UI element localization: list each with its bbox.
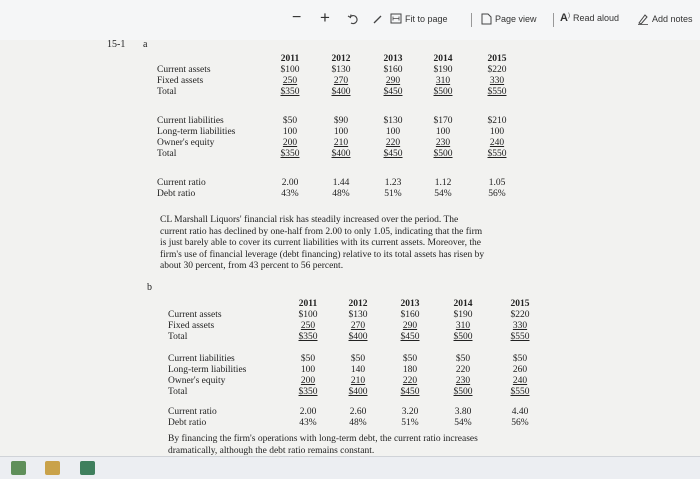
table-cell: 2.00 [281,178,299,188]
row-label: Total [157,149,177,159]
table-cell: $160 [383,65,403,75]
table-cell: 220 [455,365,471,375]
year-header: 2011 [298,299,318,309]
table-cell: $450 [383,87,403,97]
read-aloud-wave-icon: ) [567,12,570,19]
page-view-label: Page view [495,14,537,24]
part-b-label: b [147,282,152,293]
table-cell: 43% [299,418,317,428]
table-cell: $220 [510,310,530,320]
table-cell: 260 [512,365,528,375]
table-cell: 220 [402,376,418,386]
table-cell: 200 [282,138,298,148]
table-cell: 4.40 [511,407,529,417]
table-cell: $400 [348,387,368,397]
table-cell: 270 [333,76,349,86]
table-cell: 330 [489,76,505,86]
table-cell: 3.20 [401,407,419,417]
table-cell: $350 [280,149,300,159]
table-cell: 210 [350,376,366,386]
app-icon[interactable] [80,461,95,475]
year-header: 2015 [510,299,530,309]
read-aloud-button[interactable] [560,12,619,24]
table-cell: 56% [488,189,506,199]
table-cell: $450 [383,149,403,159]
table-cell: 230 [435,138,451,148]
table-cell: 2.60 [349,407,367,417]
explanation-text-line: By financing the firm's operations with long-term debt, the current ratio increases [168,434,478,444]
table-cell: $500 [433,149,453,159]
zoom-out-icon: − [292,9,302,26]
folder-icon[interactable] [45,461,60,475]
table-cell: $190 [453,310,473,320]
table-cell: $550 [510,387,530,397]
year-header: 2013 [400,299,420,309]
explanation-text-line: current ratio has declined by one-half from 2.00 to only 1.05, indicating that the firm [160,226,483,237]
table-cell: 310 [455,321,471,331]
table-cell: $500 [453,332,473,342]
table-cell: 210 [333,138,349,148]
read-aloud-label: Read aloud [572,13,619,23]
table-cell: $350 [280,87,300,97]
row-label: Current ratio [168,407,217,417]
table-cell: 51% [401,418,419,428]
table-cell: 250 [300,321,316,331]
table-cell: $550 [487,87,507,97]
toolbar [0,0,700,40]
table-cell: 48% [332,189,350,199]
explanation-text-line: CL Marshall Liquors' financial risk has steadily increased over the period. The [160,215,459,225]
table-cell: 100 [333,127,349,137]
table-cell: 330 [512,321,528,331]
table-cell: $160 [400,310,420,320]
table-cell: 270 [350,321,366,331]
fit-to-page-label: Fit to page [405,13,448,24]
row-label: Current assets [168,310,222,320]
year-header: 2012 [331,54,351,64]
table-cell: 2.00 [299,407,317,417]
table-cell: 1.44 [332,178,350,188]
add-notes-button[interactable] [637,13,693,25]
table-cell: $130 [383,116,403,126]
row-label: Owner's equity [168,376,226,386]
row-label: Current liabilities [168,354,235,364]
page-view-icon [481,13,492,25]
row-label: Current assets [157,65,211,75]
row-label: Long-term liabilities [157,127,236,137]
year-header: 2015 [487,54,507,64]
read-aloud-icon: A [560,12,568,24]
table-cell: $450 [400,387,420,397]
draw-icon [372,13,384,25]
table-cell: $50 [512,354,528,364]
table-cell: $550 [510,332,530,342]
row-label: Debt ratio [168,418,207,428]
table-cell: $100 [298,310,318,320]
zoom-out-button[interactable] [292,9,301,27]
table-cell: $500 [433,87,453,97]
table-cell: $210 [487,116,507,126]
table-cell: $100 [280,65,300,75]
table-cell: 54% [434,189,452,199]
explanation-text-line: firm's use of financial leverage (debt financing) relative to its total assets has risen by [160,249,485,260]
year-header: 2014 [433,54,453,64]
zoom-in-icon: + [320,8,330,27]
table-cell: $130 [348,310,368,320]
fit-to-page-icon [390,13,402,24]
year-header: 2013 [383,54,403,64]
row-label: Owner's equity [157,138,215,148]
toolbar-divider [471,13,472,27]
table-cell: $50 [455,354,471,364]
table-cell: 250 [282,76,298,86]
table-cell: 290 [402,321,418,331]
table-cell: 290 [385,76,401,86]
table-cell: $500 [453,387,473,397]
table-cell: $450 [400,332,420,342]
table-cell: 54% [454,418,472,428]
row-label: Current ratio [157,178,206,188]
zoom-in-button[interactable] [320,8,330,28]
table-cell: 310 [435,76,451,86]
table-cell: $50 [282,116,298,126]
problem-number: 15-1 [107,39,126,50]
table-cell: 1.12 [434,178,452,188]
table-cell: 200 [300,376,316,386]
table-cell: 51% [384,189,402,199]
table-cell: $350 [298,387,318,397]
row-label: Total [168,387,188,397]
table-cell: 100 [282,127,298,137]
explanation-text-line: dramatically, although the debt ratio remains constant. [168,445,375,456]
table-cell: $50 [300,354,316,364]
pen-icon [637,13,649,25]
table-cell: $220 [487,65,507,75]
table-cell: $50 [402,354,418,364]
table-cell: $400 [348,332,368,342]
table-cell: $130 [331,65,351,75]
table-cell: 3.80 [454,407,472,417]
table-cell: 140 [350,365,366,375]
row-label: Long-term liabilities [168,365,247,375]
table-cell: 56% [511,418,529,428]
app-icon[interactable] [11,461,26,475]
table-cell: $90 [333,116,349,126]
table-cell: 230 [455,376,471,386]
document-page [0,40,700,456]
taskbar [0,456,700,479]
table-cell: 220 [385,138,401,148]
table-cell: $550 [487,149,507,159]
table-cell: 100 [435,127,451,137]
table-cell: $350 [298,332,318,342]
table-cell: 48% [349,418,367,428]
row-label: Fixed assets [157,76,204,86]
table-cell: 180 [402,365,418,375]
page-view-button[interactable] [481,13,537,25]
table-cell: 240 [512,376,528,386]
table-cell: 100 [300,365,316,375]
row-label: Total [168,332,188,342]
year-header: 2014 [453,299,473,309]
add-notes-label: Add notes [652,14,693,24]
row-label: Current liabilities [157,116,224,126]
table-cell: 43% [281,189,299,199]
rotate-icon [347,13,360,26]
explanation-text-line: is just barely able to cover its current liabilities with its current assets. Moreover, the [160,238,481,248]
table-cell: 100 [385,127,401,137]
table-cell: 100 [489,127,505,137]
year-header: 2012 [348,299,368,309]
table-cell: 240 [489,138,505,148]
table-cell: $400 [331,87,351,97]
table-cell: 1.23 [384,178,402,188]
row-label: Fixed assets [168,321,215,331]
row-label: Debt ratio [157,189,196,199]
table-cell: $50 [350,354,366,364]
table-cell: 1.05 [488,178,506,188]
rotate-button[interactable] [347,13,360,26]
draw-button[interactable] [372,13,384,25]
table-cell: $400 [331,149,351,159]
fit-to-page-button[interactable] [390,13,448,24]
part-a-label: a [143,39,148,50]
year-header: 2011 [280,54,300,64]
table-cell: $190 [433,65,453,75]
row-label: Total [157,87,177,97]
table-cell: $170 [433,116,453,126]
toolbar-divider [553,13,554,27]
explanation-text-line: about 30 percent, from 43 percent to 56 percent. [160,261,344,271]
